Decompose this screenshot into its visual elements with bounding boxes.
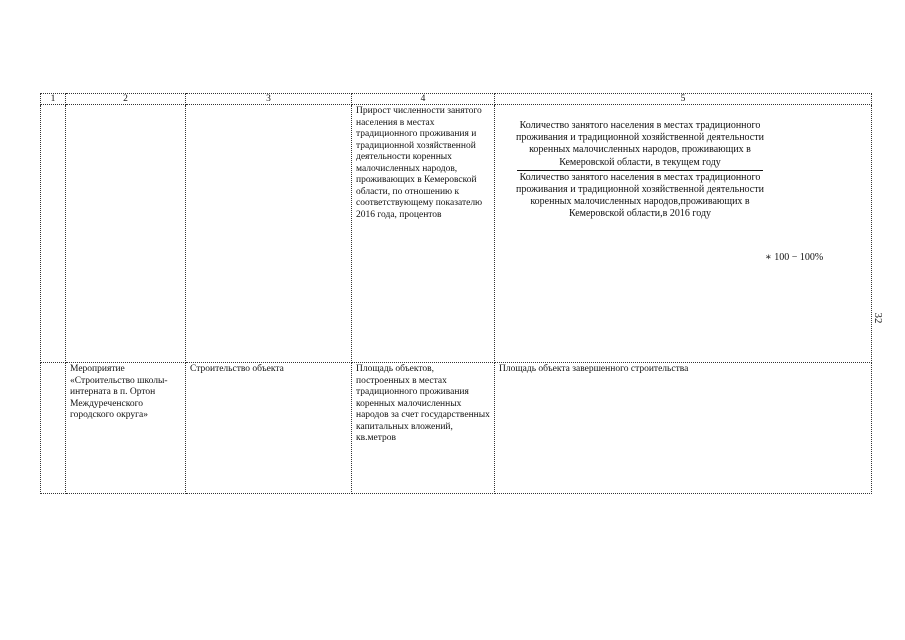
row1-col1: [41, 105, 66, 363]
header-col-3: 3: [186, 94, 352, 105]
indicator-description: Прирост численности занятого населения в местах традиционного проживания и традиционной хозяйственной деятельности коренных малочисленных народов, проживающих в Кемеровской области, по отношению к соответствующему показателю 2016 года, процентов: [352, 105, 495, 363]
calculation-formula: [499, 106, 867, 361]
indicator-table: [40, 93, 872, 494]
table-row: [41, 105, 872, 363]
header-col-2: 2: [66, 94, 186, 105]
row1-col3: [186, 105, 352, 363]
formula-multiplier: ∗ 100 − 100%: [765, 252, 824, 263]
calculation-method: Площадь объекта завершенного строительства: [495, 363, 872, 494]
row1-col2: [66, 105, 186, 363]
header-col-5: 5: [495, 94, 872, 105]
fraction: [515, 120, 765, 221]
formula-numerator: Количество занятого населения в местах традиционного проживания и традиционной хозяйственной деятельности коренных малочисленных народов, проживающих в Кемеровской области, в текущем году: [516, 120, 764, 168]
header-col-1: 1: [41, 94, 66, 105]
event-name: Мероприятие «Строительство школы-интерната в п. Ортон Междуреченского городского округа»: [66, 363, 186, 494]
row2-col1: [41, 363, 66, 494]
table-row: [41, 363, 872, 494]
page-number: 32: [872, 312, 884, 324]
formula-denominator: Количество занятого населения в местах традиционного проживания и традиционной хозяйственной деятельности коренных малочисленных народов,проживающих в Кемеровской области,в 2016 году: [516, 171, 764, 220]
object-type: Строительство объекта: [186, 363, 352, 494]
header-row: [41, 94, 872, 105]
calculation-formula-cell: [495, 105, 872, 363]
indicator-description: Площадь объектов, построенных в местах традиционного проживания коренных малочисленных народов за счет государственных капитальных вложений, кв.метров: [352, 363, 495, 494]
header-col-4: 4: [352, 94, 495, 105]
